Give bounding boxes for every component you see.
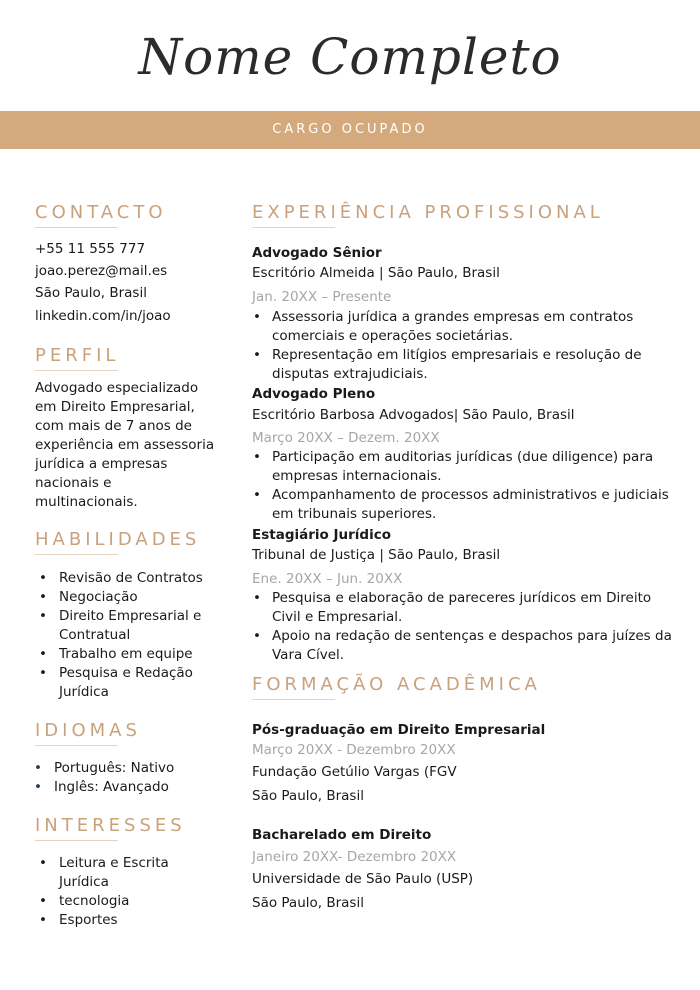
section-divider xyxy=(252,227,335,228)
contact-email: joao.perez@mail.es xyxy=(35,263,168,279)
section-title-languages: IDIOMAS xyxy=(35,720,141,741)
job-company-1: Escritório Almeida | São Paulo, Brasil xyxy=(252,265,500,281)
degree-dates-1: Março 20XX - Dezembro 20XX xyxy=(252,742,456,758)
section-divider xyxy=(35,745,118,746)
list-item: • Pesquisa e elaboração de pareceres jurídicos em Direito Civil e Empresarial. xyxy=(250,589,675,627)
profile-line: com mais de 7 anos de xyxy=(35,418,192,434)
degree-2: Bacharelado em Direito xyxy=(252,827,432,843)
profile-line: jurídica a empresas xyxy=(35,456,168,472)
section-title-experience: EXPERIÊNCIA PROFISSIONAL xyxy=(252,202,604,223)
profile-line: experiência em assessoria xyxy=(35,437,215,453)
job-duties-1 xyxy=(250,308,675,384)
job-company-3: Tribunal de Justiça | São Paulo, Brasil xyxy=(252,547,501,563)
list-item: • Esportes xyxy=(35,911,185,930)
job-title-3: Estagiário Jurídico xyxy=(252,527,391,543)
candidate-name: Nome Completo xyxy=(138,28,562,86)
languages-list xyxy=(30,759,220,797)
profile-line: Advogado especializado xyxy=(35,380,199,396)
section-divider xyxy=(35,840,118,841)
list-item: • Direito Empresarial e Contratual xyxy=(35,607,220,645)
profile-line: multinacionais. xyxy=(35,494,138,510)
list-item: • Português: Nativo xyxy=(30,759,220,778)
section-title-education: FORMAÇÃO ACADÊMICA xyxy=(252,674,541,695)
job-duties-3 xyxy=(250,589,675,665)
section-title-profile: PERFIL xyxy=(35,345,120,366)
job-dates-2: Março 20XX – Dezem. 20XX xyxy=(252,430,440,446)
job-dates-3: Ene. 20XX – Jun. 20XX xyxy=(252,571,403,587)
list-item: • Inglês: Avançado xyxy=(30,778,220,797)
profile-text xyxy=(35,379,235,512)
job-title: CARGO OCUPADO xyxy=(272,122,428,137)
section-title-interests: INTERESSES xyxy=(35,815,186,836)
list-item: • Trabalho em equipe xyxy=(35,645,220,664)
list-item: • Apoio na redação de sentenças e despachos para juízes da Vara Cível. xyxy=(250,627,675,665)
list-item: • Representação em litígios empresariais e resolução de disputas extrajudiciais. xyxy=(250,346,675,384)
contact-linkedin: linkedin.com/in/joao xyxy=(35,308,171,324)
contact-phone: +55 11 555 777 xyxy=(35,241,146,257)
degree-dates-2: Janeiro 20XX- Dezembro 20XX xyxy=(252,849,457,865)
list-item: • tecnologia xyxy=(35,892,185,911)
list-item: • Leitura e Escrita Jurídica xyxy=(35,854,185,892)
list-item: • Participação em auditorias jurídicas (due diligence) para empresas internacionais. xyxy=(250,448,675,486)
degree-location-2: São Paulo, Brasil xyxy=(252,895,364,911)
job-dates-1: Jan. 20XX – Presente xyxy=(252,289,392,305)
list-item: • Pesquisa e Redação Jurídica xyxy=(35,664,220,702)
job-duties-2 xyxy=(250,448,675,524)
section-divider xyxy=(252,699,335,700)
job-title-2: Advogado Pleno xyxy=(252,386,376,402)
profile-line: em Direito Empresarial, xyxy=(35,399,195,415)
job-title-banner xyxy=(0,111,700,149)
list-item: • Acompanhamento de processos administrativos e judiciais em tribunais superiores. xyxy=(250,486,675,524)
degree-location-1: São Paulo, Brasil xyxy=(252,788,364,804)
list-item: • Negociação xyxy=(35,588,220,607)
degree-institution-2: Universidade de São Paulo (USP) xyxy=(252,871,474,887)
list-item: • Revisão de Contratos xyxy=(35,569,220,588)
list-item: • Assessoria jurídica a grandes empresas em contratos comerciais e operações societárias. xyxy=(250,308,675,346)
degree-institution-1: Fundação Getúlio Vargas (FGV xyxy=(252,764,457,780)
interests-list xyxy=(35,854,185,930)
section-title-skills: HABILIDADES xyxy=(35,529,201,550)
section-divider xyxy=(35,227,118,228)
skills-list xyxy=(35,569,220,702)
section-divider xyxy=(35,370,118,371)
contact-location: São Paulo, Brasil xyxy=(35,285,147,301)
section-divider xyxy=(35,554,118,555)
section-title-contact: CONTACTO xyxy=(35,202,167,223)
job-title-1: Advogado Sênior xyxy=(252,245,382,261)
profile-line: nacionais e xyxy=(35,475,112,491)
job-company-2: Escritório Barbosa Advogados| São Paulo, Brasil xyxy=(252,407,575,423)
degree-1: Pós-graduação em Direito Empresarial xyxy=(252,722,546,738)
